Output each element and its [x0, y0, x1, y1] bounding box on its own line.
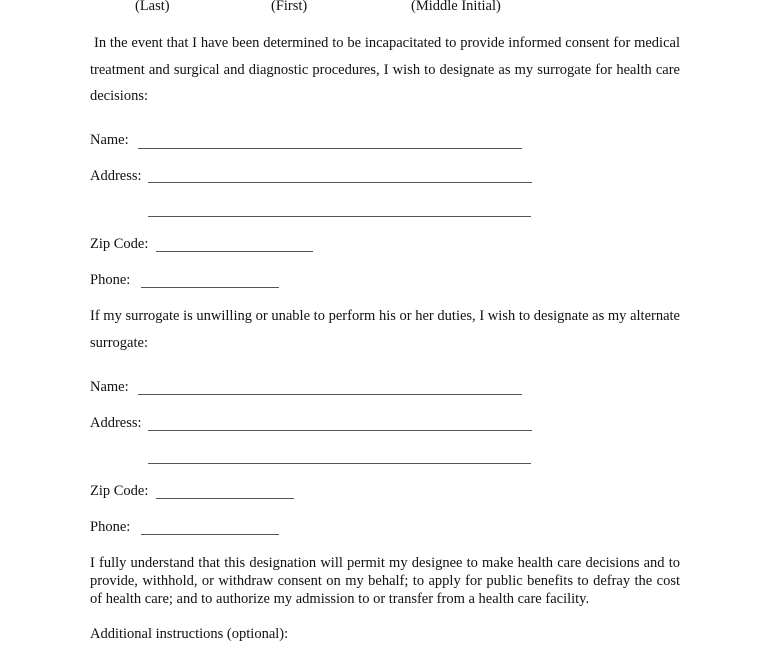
alternate-zip-label: Zip Code:: [90, 483, 149, 499]
designation-understanding-paragraph: I fully understand that this designation will permit my designee to make health care decisions and to provide, withhold, or withdraw consent on my behalf; to apply for public benefits to defray the cost of health care; and to authorize my admission to or transfer from a health care facility.: [90, 555, 680, 607]
surrogate-name-label: Name:: [90, 132, 129, 148]
alternate-name-field[interactable]: [138, 394, 522, 395]
surrogate-address-label: Address:: [90, 168, 142, 184]
surrogate-address-field-2[interactable]: [148, 216, 531, 217]
surrogate-zip-label: Zip Code:: [90, 236, 149, 252]
surrogate-name-field[interactable]: [138, 148, 522, 149]
alternate-address-field-1[interactable]: [148, 430, 532, 431]
alternate-phone-label: Phone:: [90, 519, 131, 535]
alternate-phone-field[interactable]: [141, 534, 279, 535]
alternate-surrogate-paragraph: If my surrogate is unwilling or unable to perform his or her duties, I wish to designate as my alternate surrogate:: [90, 308, 680, 351]
surrogate-designation-paragraph: In the event that I have been determined to be incapacitated to provide informed consent for medical treatment and surgical and diagnostic procedures, I wish to designate as my surrogate for health care decisions:: [90, 35, 680, 104]
alternate-name-label: Name:: [90, 379, 129, 395]
first-name-header: (First): [271, 0, 308, 14]
alternate-address-label: Address:: [90, 415, 142, 431]
alternate-address-field-2[interactable]: [148, 463, 531, 464]
surrogate-phone-field[interactable]: [141, 287, 279, 288]
alternate-zip-field[interactable]: [156, 498, 294, 499]
surrogate-address-field-1[interactable]: [148, 182, 532, 183]
surrogate-phone-label: Phone:: [90, 272, 131, 288]
middle-initial-header: (Middle Initial): [411, 0, 501, 14]
surrogate-zip-field[interactable]: [156, 251, 313, 252]
last-name-header: (Last): [135, 0, 170, 14]
additional-instructions-label: Additional instructions (optional):: [90, 626, 289, 642]
